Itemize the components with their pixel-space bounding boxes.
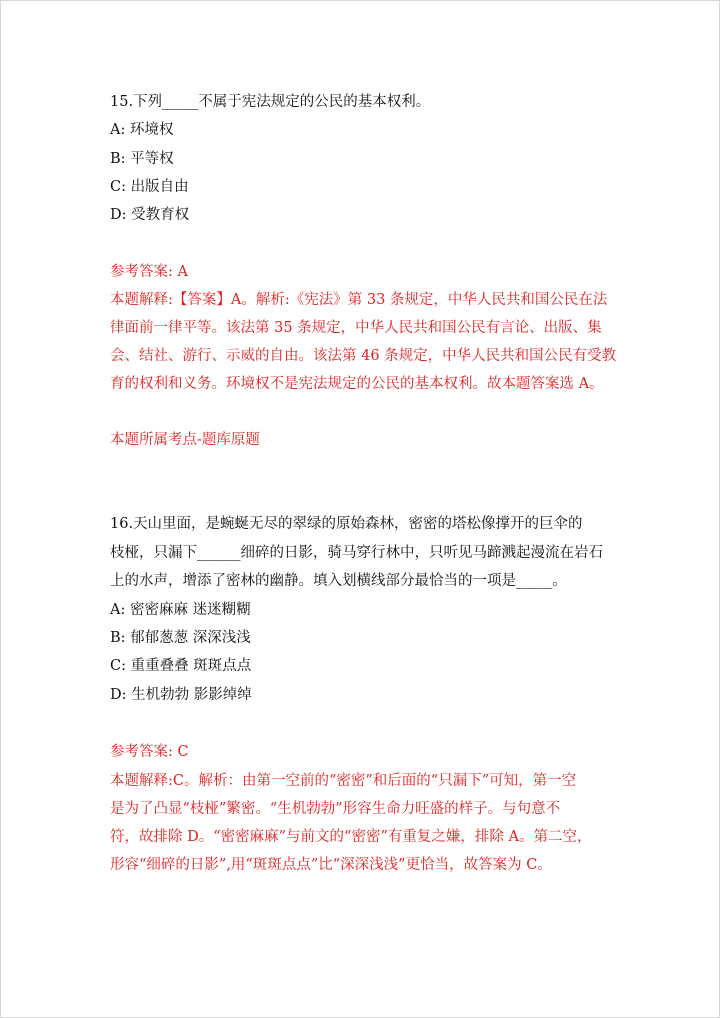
- option-d: D: 受教育权: [110, 207, 190, 223]
- option-b: B: 平等权: [110, 151, 174, 167]
- option-b: B: 郁郁葱葱 深深浅浅: [110, 630, 251, 646]
- analysis-line: 本题解释:C。解析：由第一空前的“密密”和后面的“只漏下”可知，第一空: [110, 773, 577, 789]
- option-a: A: 密密麻麻 迷迷糊糊: [110, 602, 251, 618]
- question-stem: 枝桠，只漏下______细碎的日影，骑马穿行林中，只听见马蹄溅起漫流在岩石: [110, 545, 603, 561]
- option-c: C: 重重叠叠 斑斑点点: [110, 658, 252, 674]
- question-stem: 上的水声，增添了密林的幽静。填入划横线部分最恰当的一项是_____。: [110, 573, 567, 589]
- analysis-line: 本题解释:【答案】A。解析:《宪法》第 33 条规定，中华人民共和国公民在法: [110, 292, 608, 308]
- answer: 参考答案: A: [110, 264, 188, 280]
- source-note: 本题所属考点-题库原题: [110, 432, 260, 448]
- analysis-line: 是为了凸显“枝桠”繁密。“生机勃勃”形容生命力旺盛的样子。与句意不: [110, 801, 561, 817]
- analysis-line: 会、结社、游行、示威的自由。该法第 46 条规定，中华人民共和国公民有受教: [110, 348, 617, 364]
- analysis-line: 律面前一律平等。该法第 35 条规定，中华人民共和国公民有言论、出版、集: [110, 320, 602, 336]
- answer: 参考答案: C: [110, 744, 189, 760]
- analysis-line: 形容“细碎的日影”,用“斑斑点点”比“深深浅浅”更恰当，故答案为 C。: [110, 857, 552, 873]
- analysis-line: 符，故排除 D。“密密麻麻”与前文的“密密”有重复之嫌，排除 A。第二空，: [110, 829, 592, 845]
- option-a: A: 环境权: [110, 122, 174, 138]
- analysis-line: 育的权利和义务。环境权不是宪法规定的公民的基本权利。故本题答案选 A。: [110, 376, 604, 392]
- question-stem: 16.天山里面，是蜿蜒无尽的翠绿的原始森林，密密的塔松像撑开的巨伞的: [110, 516, 583, 532]
- option-c: C: 出版自由: [110, 179, 189, 195]
- option-d: D: 生机勃勃 影影绰绰: [110, 687, 252, 703]
- question-stem: 15.下列_____不属于宪法规定的公民的基本权利。: [110, 94, 431, 110]
